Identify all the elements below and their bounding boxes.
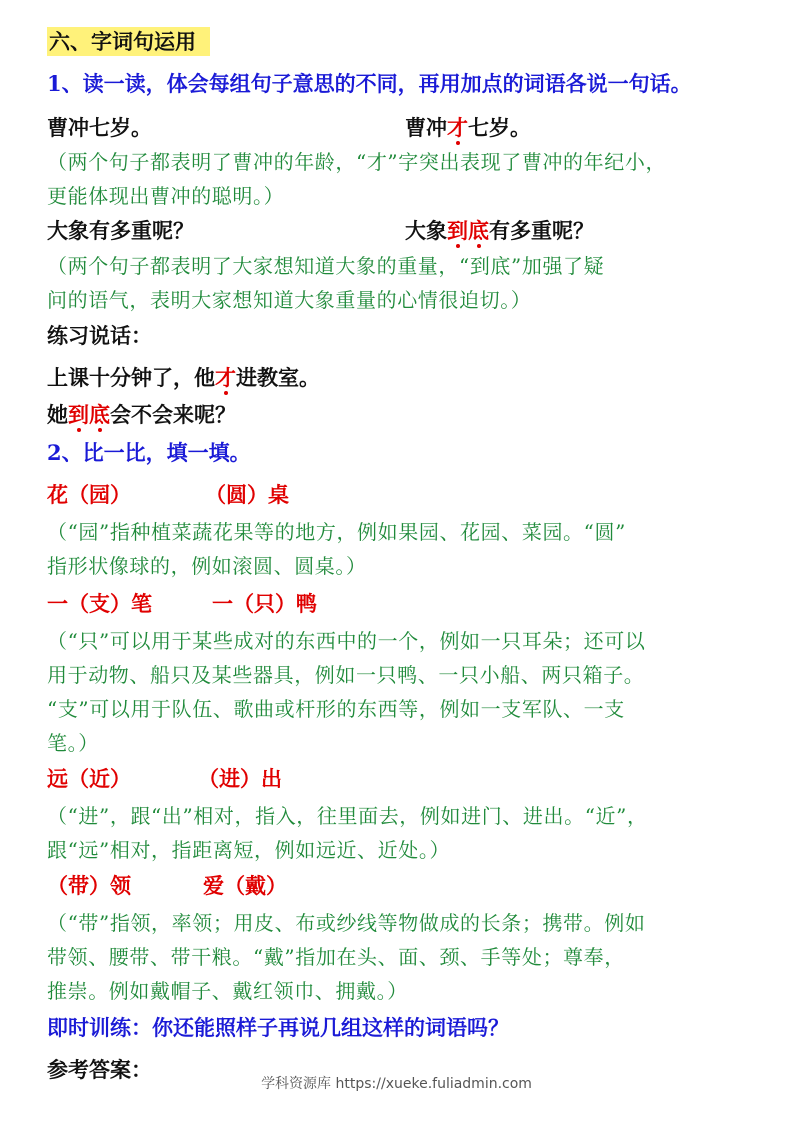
item2-explanation-1: （“只”可以用于某些成对的东西中的一个，例如一只耳朵；还可以 [47, 629, 646, 653]
item2-explanation-2: 用于动物、船只及某些器具，例如一只鸭、一只小船、两只箱子。 [47, 663, 645, 687]
item3-explanation-1: （“进”，跟“出”相对，指入，往里面去，例如进门、进出。“近”， [47, 804, 648, 828]
word-pair-b: 一（只）鸭 [212, 591, 317, 616]
dotted-word: 底 [89, 402, 110, 427]
pair1-left-sentence: 曹冲七岁。 [47, 115, 152, 140]
item2-explanation-3: “支”可以用于队伍、歌曲或杆形的东西等，例如一支军队、一支 [47, 697, 625, 721]
dotted-word: 才 [447, 115, 468, 140]
pair2-right-sentence: 大象到底有多重呢？ [405, 218, 594, 243]
word-pair-b: （进）出 [198, 766, 282, 791]
pair1-right-sentence: 曹冲才七岁。 [405, 115, 531, 140]
item4-explanation-2: 带领、腰带、带干粮。“戴”指加在头、面、颈、手等处；尊奉， [47, 945, 625, 969]
word-pair-b: （圆）桌 [205, 482, 289, 507]
item1-explanation-1: （“园”指种植菜蔬花果等的地方，例如果园、花园、菜园。“圆” [47, 520, 626, 544]
practice-label: 练习说话： [47, 323, 152, 348]
practice-sentence-2: 她到底会不会来呢？ [47, 402, 236, 427]
reference-answer-label: 参考答案： [47, 1057, 152, 1082]
pair1-explanation-1: （两个句子都表明了曹冲的年龄，“才”字突出表现了曹冲的年纪小， [47, 150, 667, 174]
dotted-word: 到 [447, 218, 468, 243]
section-title [47, 26, 210, 56]
dotted-word: 底 [468, 218, 489, 243]
q1-prompt: 1、读一读，体会每组句子意思的不同，再用加点的词语各说一句话。 [47, 71, 692, 96]
exercise-prompt: 即时训练：你还能照样子再说几组这样的词语吗？ [47, 1015, 509, 1040]
item3-explanation-2: 跟“远”相对，指距离短，例如远近、近处。） [47, 838, 451, 862]
q2-prompt: 2、比一比，填一填。 [47, 440, 251, 465]
word-pair-a: 花（园） [47, 482, 131, 507]
word-pair-b: 爱（戴） [203, 873, 287, 898]
word-pair-a: 远（近） [47, 766, 131, 791]
dotted-word: 到 [68, 402, 89, 427]
footer-watermark: 学科资源库 https://xueke.fuliadmin.com [261, 1076, 532, 1092]
item4-explanation-1: （“带”指领，率领；用皮、布或纱线等物做成的长条；携带。例如 [47, 911, 646, 935]
pair2-explanation-2: 问的语气，表明大家想知道大象重量的心情很迫切。） [47, 288, 532, 312]
word-pair-a: 一（支）笔 [47, 591, 152, 616]
practice-sentence-1: 上课十分钟了，他才进教室。 [47, 365, 320, 390]
dotted-word: 才 [215, 365, 236, 390]
item2-explanation-4: 笔。） [47, 731, 99, 755]
item4-explanation-3: 推崇。例如戴帽子、戴红领巾、拥戴。） [47, 979, 408, 1003]
pair2-explanation-1: （两个句子都表明了大家想知道大象的重量，“到底”加强了疑 [47, 254, 605, 278]
pair1-explanation-2: 更能体现出曹冲的聪明。） [47, 184, 285, 208]
section-title-highlight: 六、字词句运用 [47, 27, 210, 56]
pair2-left-sentence: 大象有多重呢？ [47, 218, 194, 243]
word-pair-a: （带）领 [47, 873, 131, 898]
item1-explanation-2: 指形状像球的，例如滚圆、圆桌。） [47, 554, 367, 578]
